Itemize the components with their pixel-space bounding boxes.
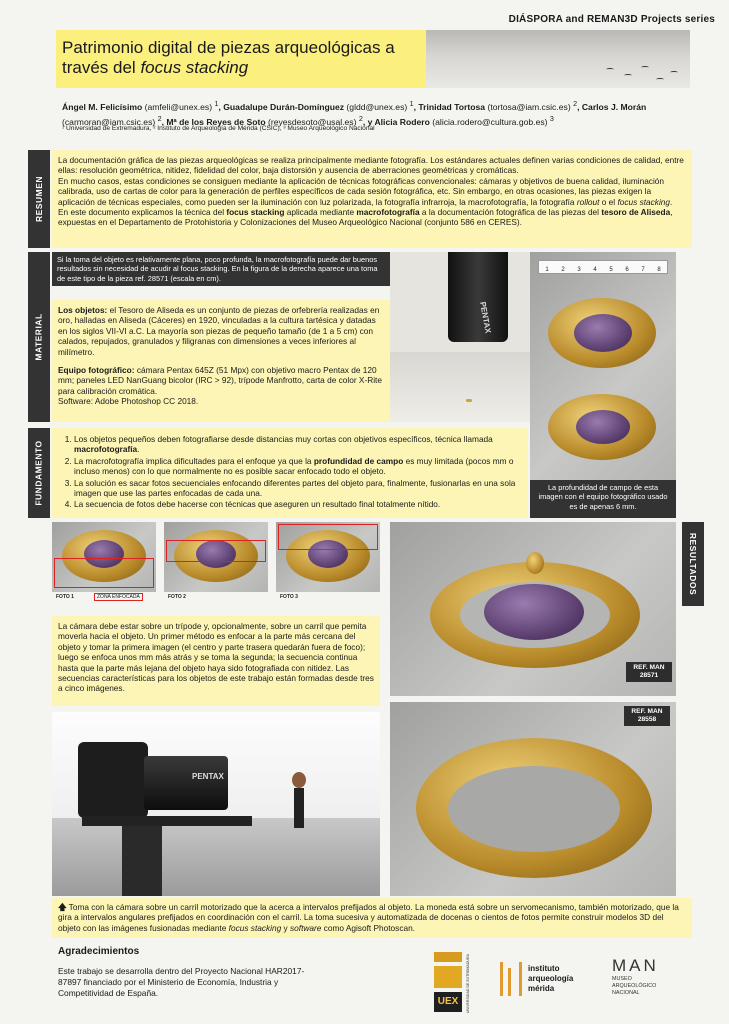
section-label: MATERIAL: [34, 313, 44, 361]
ref-badge: REF. MAN 28571: [626, 662, 672, 682]
bracelet-28558-photo: [390, 702, 676, 896]
lens-label: PENTAX: [478, 301, 493, 335]
section-fundamento-tab: [28, 428, 50, 518]
author-email: (tortosa@iam.csic.es): [485, 101, 574, 112]
ruler-mark: 4: [593, 267, 597, 273]
fundamento-box: [52, 428, 528, 518]
uex-logo-top: [434, 952, 462, 962]
text-run: La secuencia de fotos debe hacerse con técnicas que aseguren un resultado final totalmente nítido.: [74, 499, 441, 510]
bird-icon: [624, 74, 632, 77]
text-run: rollout: [576, 196, 600, 207]
section-label: FUNDAMENTO: [34, 440, 45, 506]
text-run: .: [137, 444, 140, 455]
text-run: La solución es sacar fotos secuenciales enfocando diferentes partes del objeto para, finalmente, fusionarlas en una sola imagen que use las partes enfocadas de cada una.: [74, 477, 516, 499]
iam-logo: [500, 960, 610, 1004]
author-name: , Carlos J. Morán: [577, 101, 647, 112]
iam-logo-bar: [508, 968, 514, 996]
header-sky-image: [426, 30, 690, 88]
iam-line3: mérida: [528, 984, 555, 993]
foto-3-label: FOTO 3: [280, 594, 298, 600]
ruler-mark: 7: [641, 267, 645, 273]
gold-piece: [466, 399, 472, 402]
text-run: .: [670, 196, 673, 207]
focus-zone-box: [166, 540, 266, 562]
ring-loop: [526, 552, 544, 574]
author-email: (alicia.rodero@cultura.gob.es): [429, 116, 550, 127]
uex-logo-mark: UEX: [434, 992, 462, 1012]
author-sup: 1: [214, 100, 219, 108]
author-name: , y Alicia Rodero: [362, 116, 430, 127]
focus-zone-box: [54, 558, 154, 588]
foto-2-label: FOTO 2: [168, 594, 186, 600]
up-arrow-icon: 🡅: [58, 902, 67, 912]
table-surface: [390, 352, 530, 422]
objetos-label: Los objetos:: [58, 305, 108, 315]
text-run: En este documento explicamos la técnica del: [58, 207, 227, 218]
text-run: Los objetos pequeños deben fotografiarse desde distancias muy cortas con objetivos específicos, técnica llamada: [74, 434, 493, 444]
resumen-p2: [58, 176, 686, 207]
author-email: (reyesdesoto@usal.es): [265, 116, 359, 127]
ruler-mark: 8: [657, 267, 661, 273]
text-run: macrofotografía: [74, 444, 138, 455]
uex-logo-text: UNIVERSIDAD DE EXTREMADURA: [466, 954, 470, 1014]
author-name: , Trinidad Tortosa: [413, 101, 486, 112]
author-email: (gldd@unex.es): [344, 101, 410, 112]
title-line1: Patrimonio digital de piezas arqueológicas a: [62, 38, 395, 57]
section-material-tab: [28, 252, 50, 422]
foto-1-label: FOTO 1: [56, 594, 74, 600]
material-text-box: [52, 300, 390, 422]
ring-top-stone: [574, 314, 632, 352]
ruler: [538, 260, 668, 274]
ring-stone: [484, 584, 584, 640]
equipo-paragraph: [58, 365, 384, 396]
ruler-mark: 5: [609, 267, 613, 273]
ack-text: Este trabajo se desarrolla dentro del Proyecto Nacional HAR2017-87897 financiado por el Ministerio de Economía, Industria y Competitividad de España.: [58, 966, 305, 998]
text-run: aplicada mediante: [284, 207, 357, 218]
dof-caption: La profundidad de campo de esta imagen con el equipo fotográfico usado es de apenas 6 mm.: [530, 480, 676, 518]
author-sup: 3: [549, 114, 554, 123]
fundamento-item: [74, 456, 522, 477]
fundamento-item: [74, 499, 522, 509]
ref-badge: REF. MAN 28558: [624, 706, 670, 726]
author-sup: 2: [358, 114, 363, 123]
page-title: [62, 38, 422, 78]
title-line2: través del: [62, 58, 141, 77]
text-run: software: [290, 922, 322, 933]
section-label: RESUMEN: [34, 175, 45, 223]
equipo-text: cámara Pentax 645Z (51 Mpx) con objetivo macro Pentax de 120 mm; paneles LED NanGuang bicolor (IRC > 92), trípode Manfrotto, carta de color X-Rite para calibración cromática.: [58, 365, 382, 396]
focus-zone-box: [278, 524, 378, 550]
foto-1: [52, 522, 156, 592]
bird-icon: [656, 78, 664, 81]
bird-icon: [641, 66, 649, 69]
section-label: RESULTADOS: [688, 532, 699, 596]
ruler-mark: 3: [577, 267, 581, 273]
text-run: a la documentación fotográfica de las piezas del: [419, 207, 602, 218]
camera-body: [78, 742, 148, 818]
man-line1: MUSEO: [612, 976, 632, 982]
tripod: [122, 826, 162, 896]
zona-enfocada-label: ZONA ENFOCADA: [94, 593, 143, 601]
camera-text: La cámara debe estar sobre un trípode y, opcionalmente, sobre un carril que pemita moverla hacia el objeto. Un primer método es enfocar a la parte más cercana del objeto y tomar la primera imagen (el centro y parte trasera quedarán fuera de foco); luego se enfoca unos mm más atrás y se toma la segunda; la secuencia continua hasta que la parte más lejana del objeto haya sido fotografiada con nitidez. Las secuencias características para los objetos de este trabajo están formadas desde tres a cinco imágenes.: [52, 616, 380, 706]
resumen-p3: [58, 207, 686, 228]
bracelet-inner: [448, 766, 620, 852]
author-name: Ángel M. Felicísimo: [62, 101, 143, 112]
ack-title: Agradecimientos: [58, 946, 140, 957]
iam-line2: arqueología: [528, 974, 574, 983]
affiliations: ¹ Universidad de Extremadura, ² Instituto de Arqueología de Mérida (CSIC), ³ Museo Arqueológico Nacional: [62, 125, 375, 132]
man-wordmark: MAN: [612, 956, 659, 975]
text-run: profundidad de campo: [313, 455, 404, 466]
ring-bottom-stone: [576, 410, 630, 444]
fundamento-list: [60, 434, 522, 510]
uex-logo: [430, 948, 474, 1014]
author-email: (amfeli@unex.es): [142, 101, 215, 112]
foto-3: [276, 522, 380, 592]
text-run: macrofotografía: [356, 207, 420, 218]
equipo-label: Equipo fotográfico:: [58, 365, 135, 376]
author-sup: 2: [573, 100, 578, 108]
foto-2: [164, 522, 268, 592]
fundamento-item: [74, 434, 522, 455]
title-italic: focus stacking: [140, 58, 249, 77]
servo-stand: [294, 788, 304, 828]
text-run: , expuestas en el Departamento de Protohistoria y Colonizaciones del Museo Arqueológico Nacional (conjunto 586 en CERES).: [58, 207, 673, 228]
focus-sequence: [52, 522, 380, 606]
text-run: tesoro de Aliseda: [601, 207, 671, 218]
series-label: DIÁSPORA and REMAN3D Projects series: [508, 14, 715, 25]
ruler-mark: 2: [561, 267, 565, 273]
bird-icon: [606, 68, 614, 71]
coin: [292, 772, 306, 788]
text-run: y: [281, 922, 291, 933]
text-run: Toma con la cámara sobre un carril motorizado que la acerca a intervalos prefijados al objeto. La moneda está sobre un servomecanismo, también motorizado, que la gira a intervalos angulares prefijados en coordinación con el carril. La toma sucesiva y automatizada de docenas o cientos de fotos permite construir modelos 3D del objeto con las imágenes fusionadas mediante: [58, 902, 679, 933]
section-resultados-tab: [682, 522, 704, 606]
author-name: , Guadalupe Durán-Domínguez: [218, 101, 345, 112]
authors: [62, 98, 692, 128]
table: [52, 818, 380, 896]
resumen-box: [52, 150, 692, 248]
uex-logo-mid: [434, 966, 462, 988]
ruler-mark: 1: [545, 267, 549, 273]
text-run: o el: [599, 196, 618, 207]
objetos-text: el Tesoro de Aliseda es un conjunto de piezas de orfebrería realizadas en oro, halladas en Aliseda (Cáceres) en 1920, vinculadas a la cultura tartésica y datadas en los siglos VII-VI a.C. La mayoría son piezas de pequeño tamaño (de 1 a 5 cm) con calados, repujados, granulados y filigranas con dimensiones a veces inferiores al milímetro.: [58, 305, 380, 357]
resumen-p1: La documentación gráfica de las piezas arqueológicas se realiza principalmente mediante fotografía. Los estándares actuales definen varias condiciones de calidad, entre ellas: resolución geométrica, nitidez, fidelidad del color, baja distorsión y ausencia de aberraciones geométricas y cromáticas.: [58, 155, 684, 176]
software-line: Software: Adobe Photoshop CC 2018.: [58, 396, 199, 407]
man-logo: [612, 956, 692, 1016]
material-caption: Si la toma del objeto es relativamente plana, poco profunda, la macrofotografía puede dar buenos resultados sin necesidad de acudir al focus stacking. En la figura de la derecha aparece una toma de este tipo de la pieza ref. 28571 (escala en cm).: [52, 252, 390, 286]
camera-brand: PENTAX: [192, 772, 224, 781]
camera-rig-photo: [52, 712, 380, 896]
author-email: (carmoran@iam.csic.es): [62, 116, 158, 127]
lens-photo: [390, 252, 530, 422]
text-run: como Agisoft Photoscan.: [321, 922, 415, 933]
man-line2: ARQUEOLÓGICO: [612, 983, 657, 989]
section-resumen-tab: [28, 150, 50, 248]
text-run: focus stacking: [617, 196, 671, 207]
camera-lens: [144, 756, 228, 810]
ruler-mark: 6: [625, 267, 629, 273]
text-run: es muy limitada (pocos mm o incluso menos) con lo que normalmente no es posible sacar enfocado todo el objeto.: [74, 455, 514, 477]
text-run: La macrofotografía implica dificultades para el enfoque ya que la: [74, 455, 314, 466]
rig-caption: [52, 898, 692, 938]
bird-icon: [670, 71, 678, 74]
iam-line1: instituto: [528, 964, 560, 973]
objetos-paragraph: [58, 305, 384, 357]
text-run: focus stacking: [226, 207, 285, 218]
fundamento-item: [74, 478, 522, 499]
author-sup: 2: [157, 114, 162, 123]
text-run: focus stacking: [228, 922, 282, 933]
author-sup: 1: [409, 100, 414, 108]
scale-ring-photo: [530, 252, 676, 480]
motorized-rail: [82, 816, 252, 826]
man-line3: NACIONAL: [612, 990, 640, 996]
author-name: , Mª de los Reyes de Soto: [161, 116, 266, 127]
ring-28571-photo: [390, 522, 676, 696]
text-run: En mucho casos, estas condiciones se consiguen mediante la aplicación de técnicas fotográficas convencionales: cámaras y objetivos de buena calidad, iluminación calibrada, uso de cartas de color para la generación de perfiles específicos de cada sesión fotográfica, etc. Sin embargo, en otras ocasiones, las piezas exigen la aplicación de técnicas especiales, como pueden ser la iluminación con luz polarizada, la fotografía infrarroja, la macrofotografía, la fotografía: [58, 175, 665, 207]
